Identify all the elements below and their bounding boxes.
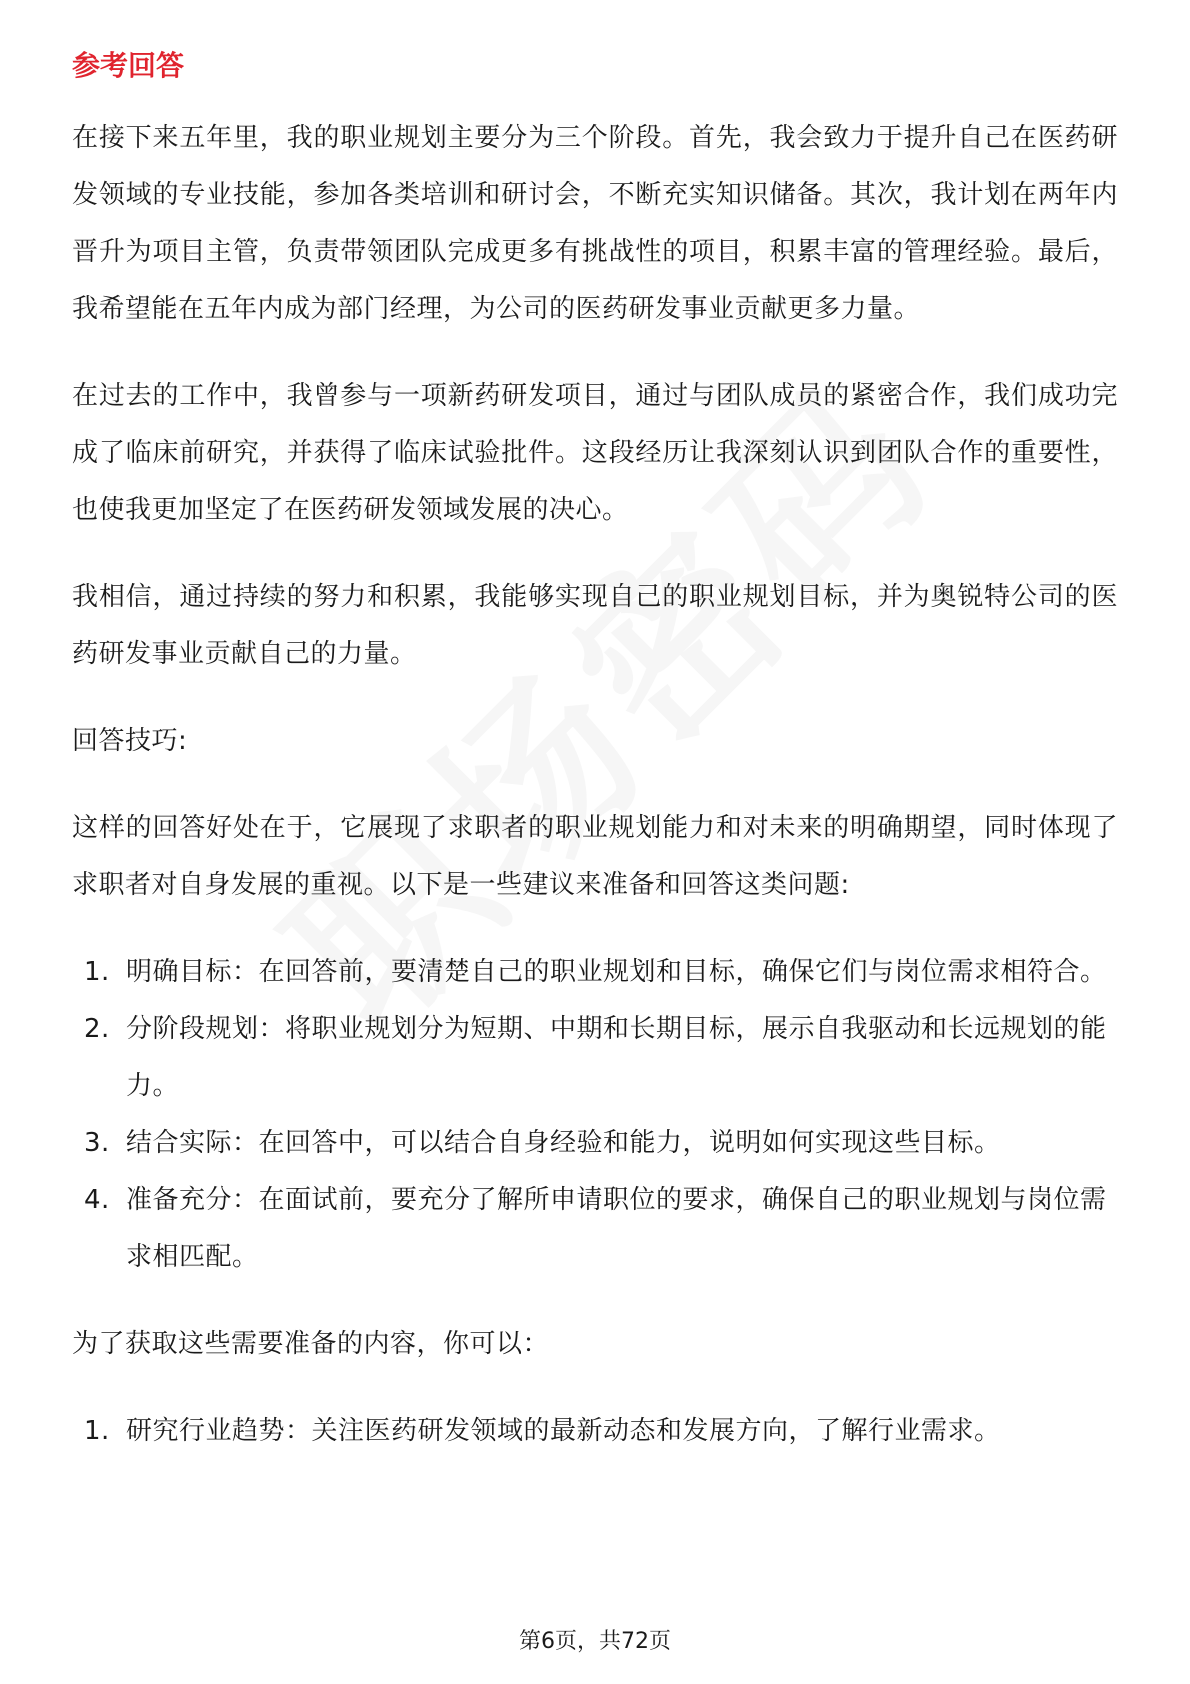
list-item-text: 结合实际：在回答中，可以结合自身经验和能力，说明如何实现这些目标。 — [126, 1128, 1001, 1158]
list-number: 1. — [84, 1416, 110, 1446]
tips-label: 回答技巧: — [72, 726, 188, 756]
list-number: 1. — [84, 957, 110, 987]
list-number: 2. — [84, 1014, 110, 1044]
list-item-text: 研究行业趋势：关注医药研发领域的最新动态和发展方向，了解行业需求。 — [126, 1416, 1001, 1446]
list-item — [72, 1403, 1118, 1460]
answer-paragraph: 在过去的工作中，我曾参与一项新药研发项目，通过与团队成员的紧密合作，我们成功完成了临床前研究，并获得了临床试验批件。这段经历让我深刻认识到团队合作的重要性，也使我更加坚定了在医药研发领域发展的决心。 — [72, 381, 1118, 525]
page-footer: 第6页，共72页 — [519, 1629, 671, 1654]
list-item — [72, 1172, 1118, 1286]
answer-paragraph: 在接下来五年里，我的职业规划主要分为三个阶段。首先，我会致力于提升自己在医药研发领域的专业技能，参加各类培训和研讨会，不断充实知识储备。其次，我计划在两年内晋升为项目主管，负责带领团队完成更多有挑战性的项目，积累丰富的管理经验。最后，我希望能在五年内成为部门经理，为公司的医药研发事业贡献更多力量。 — [72, 123, 1118, 324]
section-title: 参考回答 — [72, 49, 185, 82]
document-content — [72, 46, 1118, 1490]
list-item-text: 准备充分：在面试前，要充分了解所申请职位的要求，确保自己的职业规划与岗位需求相匹配。 — [126, 1185, 1107, 1272]
prep-intro: 为了获取这些需要准备的内容，你可以： — [72, 1329, 550, 1359]
list-item — [72, 1115, 1118, 1172]
answer-paragraph: 我相信，通过持续的努力和积累，我能够实现自己的职业规划目标，并为奥锐特公司的医药研发事业贡献自己的力量。 — [72, 582, 1118, 669]
list-item-text: 明确目标：在回答前，要清楚自己的职业规划和目标，确保它们与岗位需求相符合。 — [126, 957, 1107, 987]
tips-intro: 这样的回答好处在于，它展现了求职者的职业规划能力和对未来的明确期望，同时体现了求职者对自身发展的重视。以下是一些建议来准备和回答这类问题: — [72, 813, 1118, 900]
list-item-text: 分阶段规划：将职业规划分为短期、中期和长期目标，展示自我驱动和长远规划的能力。 — [126, 1014, 1107, 1101]
tips-list — [72, 944, 1118, 1286]
list-item — [72, 1001, 1118, 1115]
prep-list — [72, 1403, 1118, 1460]
list-item — [72, 944, 1118, 1001]
list-number: 4. — [84, 1185, 110, 1215]
list-number: 3. — [84, 1128, 110, 1158]
